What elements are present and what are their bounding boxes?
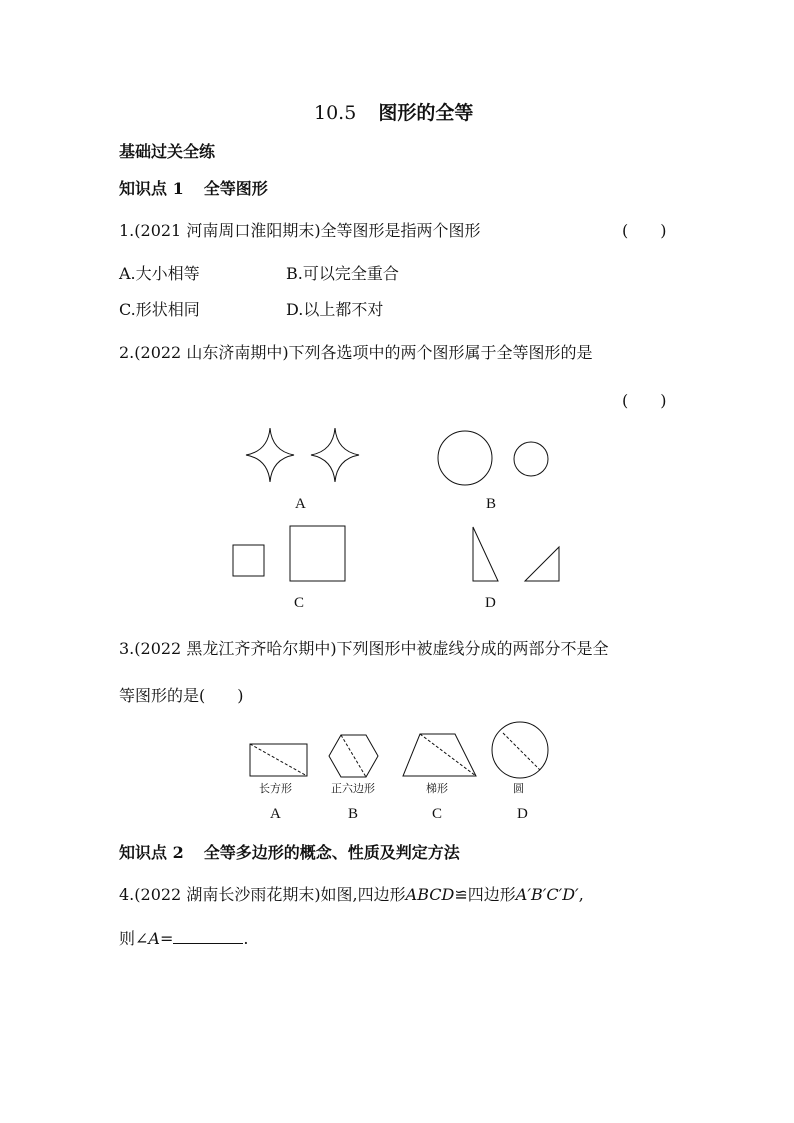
q2-answer-paren: ( ) <box>622 391 667 410</box>
q3-label-c: C <box>432 806 443 822</box>
q1-option-a: A.大小相等 <box>119 264 200 283</box>
kp1-label: 知识点 1 <box>119 179 184 198</box>
q3-stem-line2: 等图形的是( ) <box>119 686 244 705</box>
q2-label-c: C <box>294 595 305 611</box>
q2-label-b: B <box>486 496 497 512</box>
exercise-heading: 基础过关全练 <box>119 142 216 161</box>
q3-b-hexagon <box>329 735 378 777</box>
section-name: 图形的全等 <box>378 102 474 124</box>
q3-label-a: A <box>270 806 281 822</box>
q3-label-b: B <box>348 806 359 822</box>
q4-line2-pre: 则∠ <box>119 929 149 948</box>
q2-a-star-right <box>311 428 359 482</box>
q2-b-circle-large <box>438 431 492 485</box>
q1-option-c: C.形状相同 <box>119 300 200 319</box>
q2-d-triangle-right <box>525 547 559 581</box>
q4-quad-abcd: ABCD <box>405 885 455 904</box>
kp2-name: 全等多边形的概念、性质及判定方法 <box>203 843 460 862</box>
q1-option-d: D.以上都不对 <box>286 300 384 319</box>
q3-a-dashed-line <box>250 744 307 776</box>
q3-stem-line1: 3.(2022 黑龙江齐齐哈尔期中)下列图形中被虚线分成的两部分不是全 <box>119 639 609 658</box>
kp1-name: 全等图形 <box>203 179 268 198</box>
q4-quad-abcd-prime: A′B′C′D′ <box>515 885 579 904</box>
q2-label-a: A <box>295 496 306 512</box>
q2-a-star-left <box>246 428 294 482</box>
q3-c-trapezoid <box>403 734 476 776</box>
kp2-label: 知识点 2 <box>119 843 184 862</box>
q4-congruent-text: ≌四边形 <box>454 885 516 904</box>
q3-caption-b: 正六边形 <box>331 782 375 795</box>
q1-answer-paren: ( ) <box>622 221 667 240</box>
q2-label-d: D <box>485 595 496 611</box>
q4-answer-blank[interactable] <box>173 929 243 944</box>
q4-stem-pre: 4.(2022 湖南长沙雨花期末)如图,四边形 <box>119 885 406 904</box>
q2-b-circle-small <box>514 442 548 476</box>
q4-period: . <box>243 929 249 948</box>
q4-stem-line1 <box>119 882 584 905</box>
q3-b-dashed-line <box>341 735 366 777</box>
knowledge-point-2 <box>119 840 460 863</box>
q4-comma: , <box>578 885 584 904</box>
q3-c-dashed-line <box>420 734 476 776</box>
q1-stem: 1.(2021 河南周口淮阳期末)全等图形是指两个图形 <box>119 221 481 240</box>
q4-stem-line2 <box>119 926 248 949</box>
q2-c-square-small <box>233 545 264 576</box>
q3-caption-a: 长方形 <box>259 782 292 795</box>
q4-equals: = <box>159 929 174 948</box>
q2-c-square-large <box>290 526 345 581</box>
q2-stem: 2.(2022 山东济南期中)下列各选项中的两个图形属于全等图形的是 <box>119 343 593 362</box>
q3-caption-c: 梯形 <box>426 782 448 795</box>
q3-label-d: D <box>517 806 528 822</box>
q3-caption-d: 圆 <box>513 782 524 795</box>
q4-angle-var: A <box>148 929 160 948</box>
section-number: 10.5 <box>314 102 357 124</box>
q1-option-b: B.可以完全重合 <box>286 264 399 283</box>
q3-d-dashed-line <box>503 733 540 770</box>
q2-d-triangle-left <box>473 527 498 581</box>
